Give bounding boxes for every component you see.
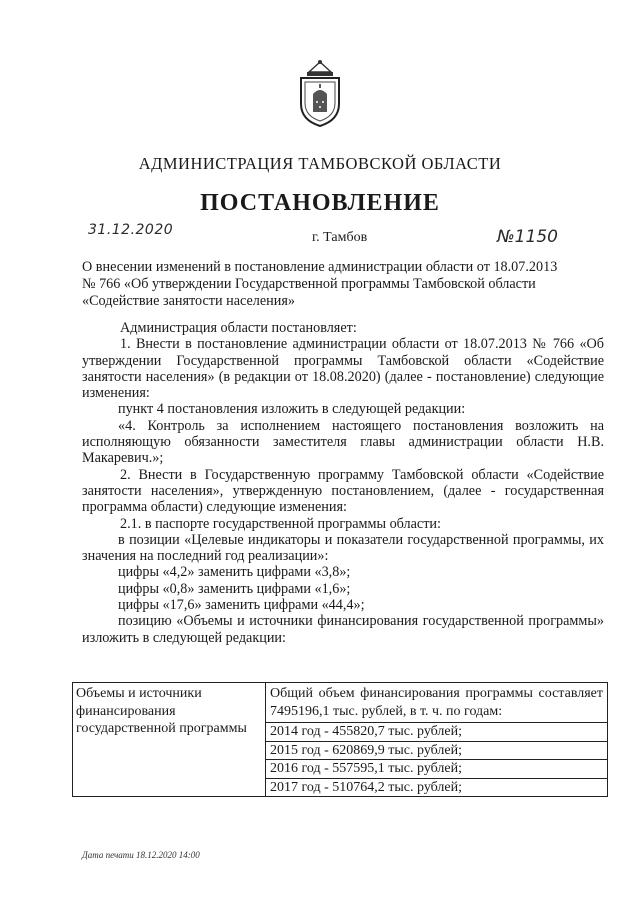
subject-line-3: «Содействие занятости населения» bbox=[82, 293, 295, 309]
paragraph-change-3: цифры «17,6» заменить цифрами «44,4»; bbox=[118, 597, 365, 614]
financing-year: 2014 год - 455820,7 тыс. рублей; bbox=[266, 722, 607, 741]
document-city: г. Тамбов bbox=[312, 230, 368, 245]
document-date: 31.12.2020 bbox=[88, 222, 174, 238]
subject-line-1: О внесении изменений в постановление администрации области от 18.07.2013 bbox=[82, 259, 558, 275]
paragraph-item-2-1: 2.1. в паспорте государственной программы области: bbox=[120, 515, 441, 532]
financing-label-cell: Объемы и источники финансирования государственной программы bbox=[73, 683, 266, 797]
financing-values-cell bbox=[266, 683, 608, 797]
financing-table bbox=[72, 682, 608, 797]
table-row bbox=[73, 683, 608, 797]
paragraph-decree: Администрация области постановляет: bbox=[120, 320, 357, 336]
paragraph-item-2: 2. Внести в Государственную программу Тамбовской области «Содействие занятости населения», утвержденную постановлением, (далее - государственная программа области) следующие изменения: bbox=[82, 466, 604, 516]
financing-year: 2015 год - 620869,9 тыс. рублей; bbox=[266, 741, 607, 760]
document-body bbox=[82, 320, 604, 646]
financing-year: 2016 год - 557595,1 тыс. рублей; bbox=[266, 759, 607, 778]
document-subject bbox=[82, 259, 604, 310]
tambov-coat-of-arms-icon bbox=[295, 58, 345, 128]
paragraph-change-2: цифры «0,8» заменить цифрами «1,6»; bbox=[118, 580, 351, 597]
print-date: Дата печати 18.12.2020 14:00 bbox=[82, 850, 200, 860]
financing-total: Общий объем финансирования программы составляет 7495196,1 тыс. рублей, в т. ч. по годам: bbox=[270, 686, 603, 719]
organization-name: АДМИНИСТРАЦИЯ ТАМБОВСКОЙ ОБЛАСТИ bbox=[138, 154, 502, 173]
document-title: ПОСТАНОВЛЕНИЕ bbox=[200, 190, 440, 216]
paragraph-item-1: 1. Внести в постановление администрации области от 18.07.2013 № 766 «Об утверждении Государственной программы Тамбовской области «Содействие занятости населения» (в редакции от 18.08.2020) (далее - постановление) следующие изменения: bbox=[82, 336, 604, 402]
paragraph-item-4-text: «4. Контроль за исполнением настоящего постановления возложить на исполняющую обязанности заместителя главы администрации области Н.В. Макаревич.»; bbox=[82, 417, 604, 467]
paragraph-financing: позицию «Объемы и источники финансирования государственной программы» изложить в следующей редакции: bbox=[82, 613, 604, 646]
subject-line-2: № 766 «Об утверждении Государственной программы Тамбовской области bbox=[82, 276, 536, 292]
document-number: №1150 bbox=[497, 227, 558, 247]
financing-year: 2017 год - 510764,2 тыс. рублей; bbox=[266, 778, 607, 797]
paragraph-indicators: в позиции «Целевые индикаторы и показатели государственной программы, их значения на последний год реализации»: bbox=[82, 531, 604, 565]
paragraph-item-1-clause: пункт 4 постановления изложить в следующей редакции: bbox=[118, 401, 466, 418]
paragraph-change-1: цифры «4,2» заменить цифрами «3,8»; bbox=[118, 564, 351, 581]
